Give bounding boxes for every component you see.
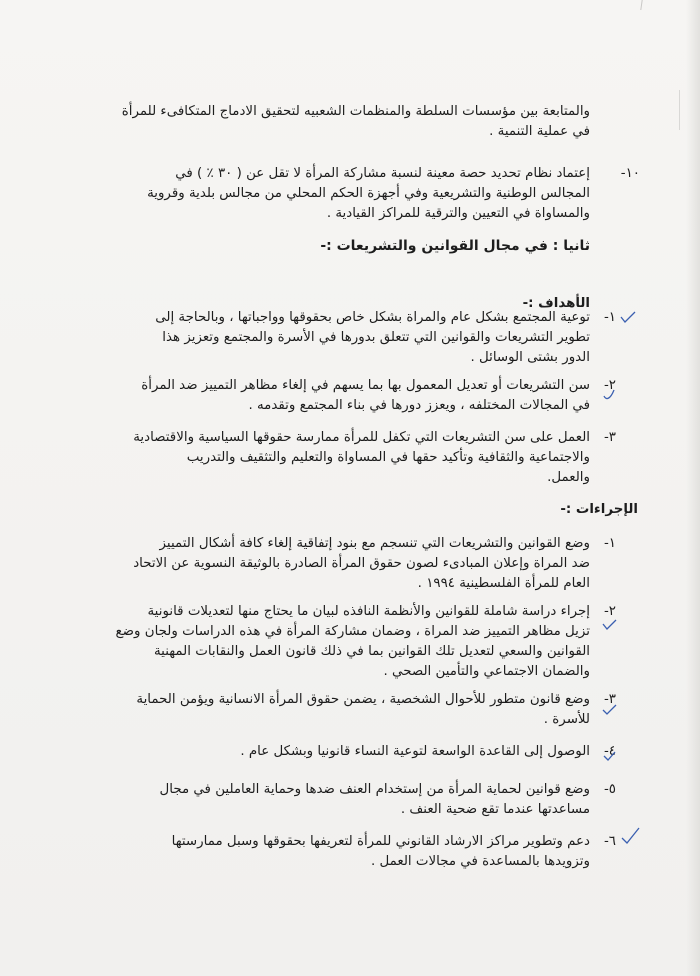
item-number: ٢-	[603, 378, 616, 393]
item-number: ١-	[603, 536, 616, 551]
text-line: وضع القوانين والتشريعات التي تنسجم مع بنود إتفاقية إلغاء كافة أشكال التمييز	[159, 536, 590, 551]
check-mark-icon	[600, 746, 620, 766]
text-line: في عملية التنمية .	[489, 124, 590, 139]
procedure-4-paragraph	[240, 742, 590, 762]
check-mark-icon	[618, 308, 638, 328]
text-line: والعمل.	[547, 470, 590, 485]
check-mark-icon	[600, 616, 620, 636]
procedure-1-paragraph	[133, 534, 590, 594]
goal-3-paragraph	[133, 428, 590, 488]
staple-mark	[630, 0, 642, 10]
goal-1-paragraph	[155, 308, 590, 368]
text-line: إعتماد نظام تحديد حصة معينة لنسبة مشاركة المرأة لا تقل عن ( ٣٠ ٪ ) في	[175, 166, 590, 181]
procedure-6-paragraph	[172, 832, 590, 872]
text-line: والاجتماعية والثقافية وتأكيد حقها في المساواة والتعليم والتثقيف والتدريب	[186, 450, 590, 465]
text-line: وضع قانون متطور للأحوال الشخصية ، يضمن حقوق المرأة الانسانية ويؤمن الحماية	[136, 692, 590, 707]
text-line: للأسرة .	[543, 712, 590, 727]
page-edge-shadow	[686, 0, 700, 976]
text-line: الدور بشتى الوسائل .	[470, 350, 590, 365]
goal-2-paragraph	[141, 376, 590, 416]
check-mark-icon	[600, 384, 620, 404]
item-number: ٣-	[603, 692, 616, 707]
text-line: القوانين والسعي لتعديل تلك القوانين بما في ذلك قانون العمل والنقابات المهنية	[153, 644, 590, 659]
text-line: مساعدتها عندما تقع ضحية العنف .	[400, 802, 590, 817]
text-line: وتزويدها بالمساعدة في مجالات العمل .	[370, 854, 590, 869]
text-line: المجالس الوطنية والتشريعية وفي أجهزة الحكم المحلي من مجالس بلدية وقروية	[147, 186, 590, 201]
check-mark-icon	[620, 826, 640, 846]
procedure-5-paragraph	[160, 780, 590, 820]
text-line: إجراء دراسة شاملة للقوانين والأنظمة النافذه لبيان ما يحتاج منها لتعديلات قانونية	[147, 604, 590, 619]
item-number: ٢-	[603, 604, 616, 619]
goals-heading: الأهداف :-	[522, 296, 590, 311]
item-number: ٤-	[603, 744, 616, 759]
text-line: الوصول إلى القاعدة الواسعة لتوعية النساء قانونيا وبشكل عام .	[240, 744, 590, 759]
item-number: ٥-	[603, 782, 616, 797]
intro-paragraph	[122, 102, 590, 142]
scan-artifact-line	[679, 90, 680, 130]
item-number: ٣-	[603, 430, 616, 445]
text-line: العام للمرأة الفلسطينية ١٩٩٤ .	[417, 576, 590, 591]
text-line: والمتابعة بين مؤسسات السلطة والمنظمات الشعبيه لتحقيق الادماج المتكافىء للمرأة	[121, 104, 590, 119]
procedures-heading: الإجراءات :-	[560, 502, 638, 517]
procedure-2-paragraph	[116, 602, 590, 682]
text-line: وضع قوانين لحماية المرأة من إستخدام العنف ضدها وحماية العاملين في مجال	[159, 782, 590, 797]
text-line: والمساواة في التعيين والترقية للمراكز القيادية .	[326, 206, 590, 221]
text-line: سن التشريعات أو تعديل المعمول بها بما يسهم في إلغاء مظاهر التمييز ضد المرأة	[141, 378, 590, 393]
item-number: ١٠-	[620, 166, 640, 181]
procedure-3-paragraph	[136, 690, 590, 730]
text-line: توعية المجتمع بشكل عام والمراة بشكل خاص بحقوقها وواجباتها ، وبالحاجة إلى	[155, 310, 590, 325]
check-mark-icon	[600, 700, 620, 720]
section-title: ثانيا : في مجال القوانين والتشريعات :-	[320, 238, 590, 254]
text-line: ضد المراة وإعلان المبادىء لصون حقوق المرأة الصادرة بالوثيقة النسوية عن الاتحاد	[133, 556, 590, 571]
text-line: دعم وتطوير مراكز الارشاد القانوني للمرأة لتعريفها بحقوقها وسبل ممارستها	[171, 834, 590, 849]
text-line: والضمان الاجتماعي والتأمين الصحي .	[383, 664, 590, 679]
item-number: ١-	[603, 310, 616, 325]
text-line: في المجالات المختلفه ، ويعزز دورها في بناء المجتمع وتقدمه .	[248, 398, 590, 413]
item-number: ٦-	[603, 834, 616, 849]
text-line: العمل على سن التشريعات التي تكفل للمرأة ممارسة حقوقها السياسية والاقتصادية	[133, 430, 590, 445]
text-line: تطوير التشريعات والقوانين التي تتعلق بدورها في الأسرة والمجتمع وتعزيز هذا	[162, 330, 590, 345]
text-line: تزيل مظاهر التمييز ضد المراة ، وضمان مشاركة المرأة في هذه الدراسات ولجان وضع	[115, 624, 590, 639]
item-10-paragraph	[147, 164, 590, 224]
